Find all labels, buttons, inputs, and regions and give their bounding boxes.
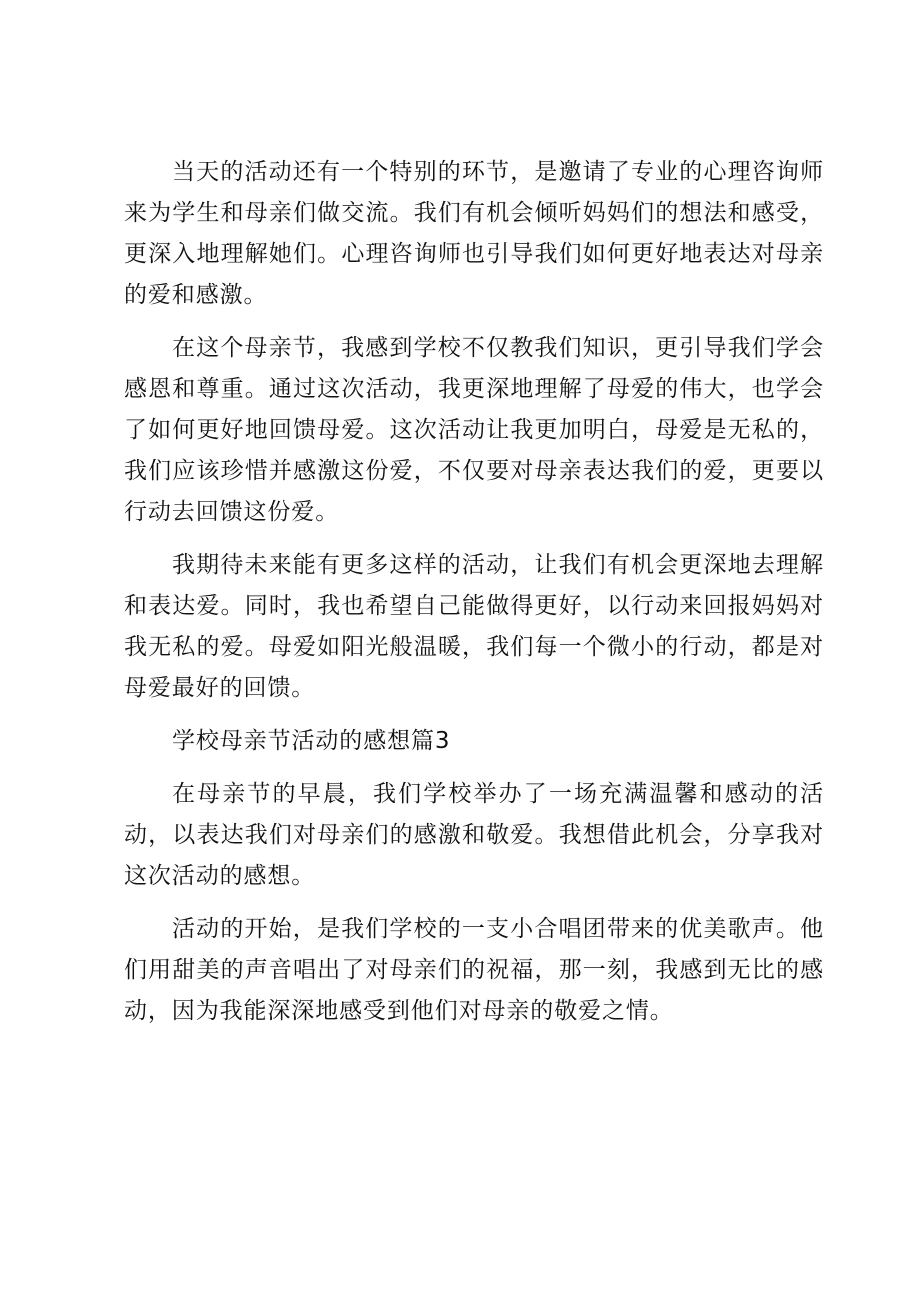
section-heading: 学校母亲节活动的感想篇3	[172, 728, 451, 754]
section-paragraph-1: 在母亲节的早晨，我们学校举办了一场充满温馨和感动的活动，以表达我们对母亲们的感激和敬爱。我想借此机会，分享我对这次活动的感想。	[124, 781, 824, 889]
paragraph-1: 当天的活动还有一个特别的环节，是邀请了专业的心理咨询师来为学生和母亲们做交流。我们有机会倾听妈妈们的想法和感受，更深入地理解她们。心理咨询师也引导我们如何更好地表达对母亲的爱和感激。	[124, 159, 824, 308]
paragraph-2: 在这个母亲节，我感到学校不仅教我们知识，更引导我们学会感恩和尊重。通过这次活动，我更深地理解了母爱的伟大，也学会了如何更好地回馈母爱。这次活动让我更加明白，母爱是无私的，我们应该珍惜并感激这份爱，不仅要对母亲表达我们的爱，更要以行动去回馈这份爱。	[124, 335, 824, 525]
paragraph-3: 我期待未来能有更多这样的活动，让我们有机会更深地去理解和表达爱。同时，我也希望自己能做得更好，以行动来回报妈妈对我无私的爱。母爱如阳光般温暖，我们每一个微小的行动，都是对母爱最好的回馈。	[124, 552, 824, 701]
section-paragraph-2: 活动的开始，是我们学校的一支小合唱团带来的优美歌声。他们用甜美的声音唱出了对母亲们的祝福，那一刻，我感到无比的感动，因为我能深深地感受到他们对母亲的敬爱之情。	[124, 916, 824, 1024]
document-body	[124, 152, 824, 1032]
